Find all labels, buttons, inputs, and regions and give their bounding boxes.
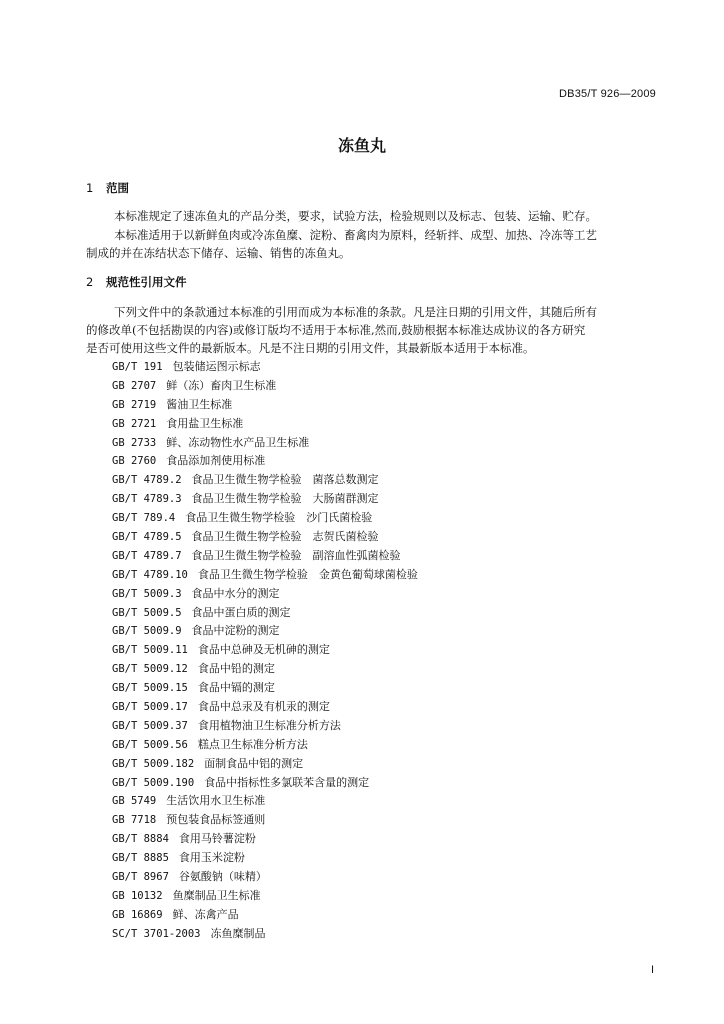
reference-item (112, 415, 418, 434)
reference-title: 食品中镉的测定 (197, 681, 275, 695)
section-2-title: 规范性引用文件 (106, 275, 187, 289)
reference-code: GB/T 4789.3 (112, 493, 182, 506)
reference-title: 食品中铅的测定 (197, 662, 275, 676)
reference-title: 食品卫生微生物学检验 大肠菌群测定 (191, 492, 379, 506)
reference-code: GB/T 5009.190 (112, 776, 195, 789)
reference-item (112, 547, 418, 566)
reference-code: SC/T 3701-2003 (112, 927, 201, 940)
normative-references-list (112, 358, 418, 944)
section-2-number: 2 (86, 275, 94, 289)
section-2-paragraph-line-2: 的修改单(不包括勘误的内容)或修订版均不适用于本标准,然而,鼓励根据本标准达成协议的各方研究 (86, 323, 586, 337)
reference-code: GB/T 5009.5 (112, 606, 182, 619)
reference-title: 食品卫生微生物学检验 副溶血性弧菌检验 (191, 548, 401, 562)
reference-title: 食品中蛋白质的测定 (191, 605, 291, 619)
reference-item (112, 585, 418, 604)
reference-item (112, 490, 418, 509)
section-1-paragraph-2-line-2: 制成的并在冻结状态下储存、运输、销售的冻鱼丸。 (86, 246, 351, 260)
reference-title: 食品卫生微生物学检验 沙门氏菌检验 (185, 511, 373, 525)
reference-title: 食品中指标性多氯联苯含量的测定 (204, 775, 370, 789)
reference-item (112, 736, 418, 755)
reference-title: 食品卫生微生物学检验 菌落总数测定 (191, 473, 379, 487)
reference-code: GB/T 5009.3 (112, 587, 182, 600)
reference-title: 谷氨酸钠（味精） (178, 870, 267, 884)
reference-code: GB 5749 (112, 795, 157, 808)
reference-item (112, 622, 418, 641)
reference-code: GB 10132 (112, 889, 163, 902)
reference-code: GB/T 5009.182 (112, 757, 195, 770)
reference-title: 食品添加剂使用标准 (166, 454, 266, 468)
section-2-heading (86, 274, 187, 290)
reference-title: 食用马铃薯淀粉 (178, 832, 256, 846)
reference-item (112, 774, 418, 793)
reference-item (112, 528, 418, 547)
section-2-paragraph-line-3: 是否可使用这些文件的最新版本。凡是不注日期的引用文件，其最新版本适用于本标准。 (86, 341, 535, 355)
reference-code: GB/T 5009.17 (112, 701, 188, 714)
reference-title: 鲜、冻动物性水产品卫生标准 (166, 435, 310, 449)
reference-title: 包装储运图示标志 (172, 360, 261, 373)
section-2-paragraph-line-1: 下列文件中的条款通过本标准的引用而成为本标准的条款。凡是注日期的引用文件，其随后所有 (114, 305, 597, 319)
section-1-title: 范围 (106, 181, 129, 195)
section-1-paragraph-1: 本标准规定了速冻鱼丸的产品分类，要求，试验方法，检验规则以及标志、包装、运输、贮存。 (114, 209, 597, 223)
section-1-number: 1 (86, 181, 94, 195)
reference-item (112, 755, 418, 774)
reference-code: GB 2719 (112, 398, 157, 411)
reference-title: 面制食品中铝的测定 (204, 756, 304, 770)
reference-item (112, 471, 418, 490)
reference-code: GB/T 8884 (112, 833, 169, 846)
reference-code: GB/T 4789.2 (112, 474, 182, 487)
reference-code: GB 2721 (112, 417, 157, 430)
reference-title: 冻鱼糜制品 (210, 926, 266, 940)
reference-item (112, 660, 418, 679)
reference-item (112, 377, 418, 396)
reference-item (112, 868, 418, 887)
section-1-paragraph-2-line-1: 本标准适用于以新鲜鱼肉或冷冻鱼糜、淀粉、畜禽肉为原料，经斩拌、成型、加热、冷冻等工艺 (114, 228, 597, 242)
reference-item (112, 849, 418, 868)
reference-title: 鱼糜制品卫生标准 (172, 888, 261, 902)
reference-item (112, 717, 418, 736)
reference-item (112, 811, 418, 830)
reference-code: GB/T 8967 (112, 871, 169, 884)
reference-code: GB/T 5009.37 (112, 719, 188, 732)
reference-item (112, 566, 418, 585)
section-1-heading (86, 180, 129, 196)
reference-title: 食品中水分的测定 (191, 586, 280, 600)
reference-code: GB 7718 (112, 814, 157, 827)
reference-code: GB/T 5009.56 (112, 738, 188, 751)
reference-code: GB/T 5009.15 (112, 682, 188, 695)
reference-item (112, 887, 418, 906)
reference-title: 食用植物油卫生标准分析方法 (197, 718, 341, 732)
reference-item (112, 906, 418, 925)
reference-code: GB/T 789.4 (112, 512, 176, 525)
reference-title: 预包装食品标签通则 (166, 813, 266, 827)
reference-code: GB/T 4789.10 (112, 568, 188, 581)
reference-title: 酱油卫生标准 (166, 397, 233, 411)
reference-item (112, 604, 418, 623)
reference-item (112, 792, 418, 811)
reference-item (112, 698, 418, 717)
reference-item (112, 358, 418, 377)
reference-code: GB 2733 (112, 436, 157, 449)
reference-title: 食品中总汞及有机汞的测定 (197, 700, 330, 714)
document-title: 冻鱼丸 (337, 136, 386, 155)
reference-item (112, 396, 418, 415)
reference-code: GB/T 4789.5 (112, 531, 182, 544)
reference-item (112, 830, 418, 849)
reference-item (112, 509, 418, 528)
reference-code: GB 16869 (112, 908, 163, 921)
reference-item (112, 925, 418, 944)
reference-item (112, 679, 418, 698)
reference-title: 食用盐卫生标准 (166, 416, 244, 430)
page-number: I (650, 964, 654, 976)
reference-code: GB/T 8885 (112, 852, 169, 865)
standard-code: DB35/T 926—2009 (559, 88, 656, 100)
reference-title: 食品中淀粉的测定 (191, 624, 280, 638)
reference-title: 食品中总砷及无机砷的测定 (197, 643, 330, 657)
reference-code: GB 2707 (112, 379, 157, 392)
reference-title: 食品卫生微生物学检验 志贺氏菌检验 (191, 530, 379, 544)
reference-item (112, 452, 418, 471)
reference-code: GB/T 4789.7 (112, 549, 182, 562)
reference-title: 鲜、冻禽产品 (172, 907, 239, 921)
reference-title: 鲜（冻）畜肉卫生标准 (166, 378, 277, 392)
reference-title: 食用玉米淀粉 (178, 851, 245, 865)
reference-code: GB/T 191 (112, 361, 163, 373)
reference-title: 食品卫生微生物学检验 金黄色葡萄球菌检验 (197, 567, 418, 581)
reference-code: GB/T 5009.12 (112, 663, 188, 676)
reference-code: GB/T 5009.9 (112, 625, 182, 638)
reference-title: 生活饮用水卫生标准 (166, 794, 266, 808)
reference-item (112, 434, 418, 453)
reference-item (112, 641, 418, 660)
reference-code: GB/T 5009.11 (112, 644, 188, 657)
reference-title: 糕点卫生标准分析方法 (197, 737, 308, 751)
reference-code: GB 2760 (112, 455, 157, 468)
